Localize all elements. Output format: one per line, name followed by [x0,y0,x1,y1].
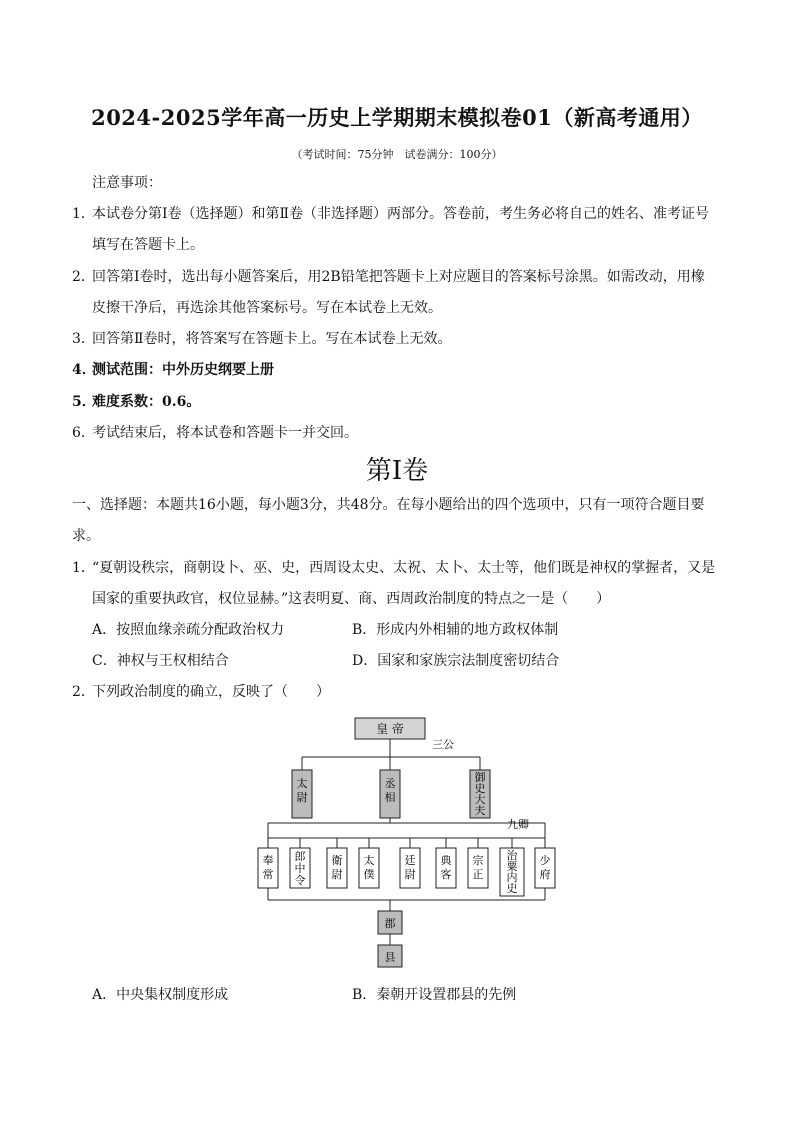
svg-text:衛: 衛 [331,854,343,867]
jiuqing-box-zhisuneishi [500,848,524,896]
xian-box [378,945,402,967]
chengxiang-char: 丞 [384,777,396,790]
svg-text:尉: 尉 [331,868,343,881]
jiuqing-box-dianke [436,848,456,888]
option-a: A．中央集权制度形成 [92,987,229,1003]
option-d: D．国家和家族宗法制度密切结合 [352,653,560,669]
jiuqing-box-tingwei [400,848,420,888]
jiuqing-box-fengchang [258,848,278,888]
option-c: C．神权与王权相结合 [92,653,229,669]
note-text: 本试卷分第Ⅰ卷（选择题）和第Ⅱ卷（非选择题）两部分。答卷前，考生务必将自己的姓名、准考证号 [92,206,710,222]
note-number: 3． [72,331,95,347]
jiuqing-box-weiwei [327,848,347,888]
notes-heading: 注意事项： [92,175,162,191]
svg-text:令: 令 [294,874,306,887]
question-number: 1． [72,560,95,576]
taiwei-char: 尉 [296,791,308,804]
svg-text:府: 府 [539,868,551,881]
svg-text:郎: 郎 [294,850,306,863]
svg-text:僕: 僕 [363,868,375,881]
svg-text:中: 中 [294,862,306,875]
svg-text:内: 内 [506,871,518,884]
option-a: A．按照血缘亲疏分配政治权力 [92,622,285,638]
svg-text:正: 正 [472,868,484,881]
note-number: 4． [72,362,96,378]
svg-text:廷: 廷 [404,854,416,867]
jiuqing-box-langzhongling [290,848,310,888]
yushidafu-char: 大 [474,793,486,806]
note-text: 测试范围：中外历史纲要上册 [92,362,274,378]
svg-text:奉: 奉 [262,854,274,867]
option-b: B．秦朝开设置郡县的先例 [352,987,517,1003]
svg-text:粟: 粟 [506,860,518,873]
emperor-box [355,718,425,739]
question-stem: 下列政治制度的确立，反映了（ ） [92,684,330,700]
svg-text:常: 常 [262,868,274,881]
question-stem: “夏朝设秩宗，商朝设卜、巫、史，西周设太史、太祝、太卜、太士等，他们既是神权的掌握者，又是 [92,560,716,576]
svg-text:典: 典 [440,854,452,867]
yushidafu-char: 史 [474,782,486,795]
note-text: 回答第Ⅰ卷时，选出每小题答案后，用2B铅笔把答题卡上对应题目的答案标号涂黑。如需改动，用橡 [92,269,705,285]
yushidafu-char: 御 [474,771,486,784]
taiwei-char: 太 [296,777,308,790]
svg-text:太: 太 [363,854,375,867]
sangong-box-taiwei [292,770,312,818]
note-text: 填写在答题卡上。 [92,237,204,253]
note-number: 5． [72,394,96,410]
jun-box [378,911,402,934]
sangong-box-yushidafu [470,770,490,818]
note-text: 考试结束后，将本试卷和答题卡一并交回。 [92,425,358,441]
jiuqing-box-zongzheng [468,848,488,888]
svg-text:客: 客 [440,868,452,881]
chengxiang-char: 相 [384,791,396,804]
svg-text:少: 少 [539,854,551,867]
question-number: 2． [72,684,95,700]
note-number: 1． [72,206,95,222]
option-b: B．形成内外相辅的地方政权体制 [352,622,559,638]
svg-text:史: 史 [506,882,518,895]
part-instruction: 求。 [72,528,100,544]
note-number: 2． [72,269,95,285]
note-text: 回答第Ⅱ卷时，将答案写在答题卡上。写在本试卷上无效。 [92,331,452,347]
jiuqing-label: 九卿 [507,818,529,831]
svg-text:治: 治 [506,849,518,862]
emperor-label: 皇 帝 [376,722,404,736]
note-text: 皮擦干净后，再选涂其他答案标号。写在本试卷上无效。 [92,300,442,316]
svg-text:宗: 宗 [472,854,484,867]
question-stem: 国家的重要执政官，权位显赫。”这表明夏、商、西周政治制度的特点之一是（ ） [92,591,611,607]
note-number: 6． [72,425,95,441]
jiuqing-box-taipu [359,848,379,888]
sangong-box-chengxiang [380,770,400,818]
note-text: 难度系数：0.6。 [92,394,201,410]
section-title: 第Ⅰ卷 [365,456,429,486]
exam-info: （考试时间：75分钟 试卷满分：100分） [291,148,503,161]
jun-label: 郡 [384,917,396,930]
jiuqing-box-shaofu [535,848,555,888]
yushidafu-char: 夫 [474,804,486,817]
xian-label: 县 [384,951,396,964]
part-instruction: 一、选择题：本题共16小题，每小题3分，共48分。在每小题给出的四个选项中，只有一项符合题目要 [72,497,705,513]
sangong-label: 三公 [432,738,454,751]
svg-text:尉: 尉 [404,868,416,881]
page-title: 2024-2025学年高一历史上学期期末模拟卷01（新高考通用） [91,105,703,130]
